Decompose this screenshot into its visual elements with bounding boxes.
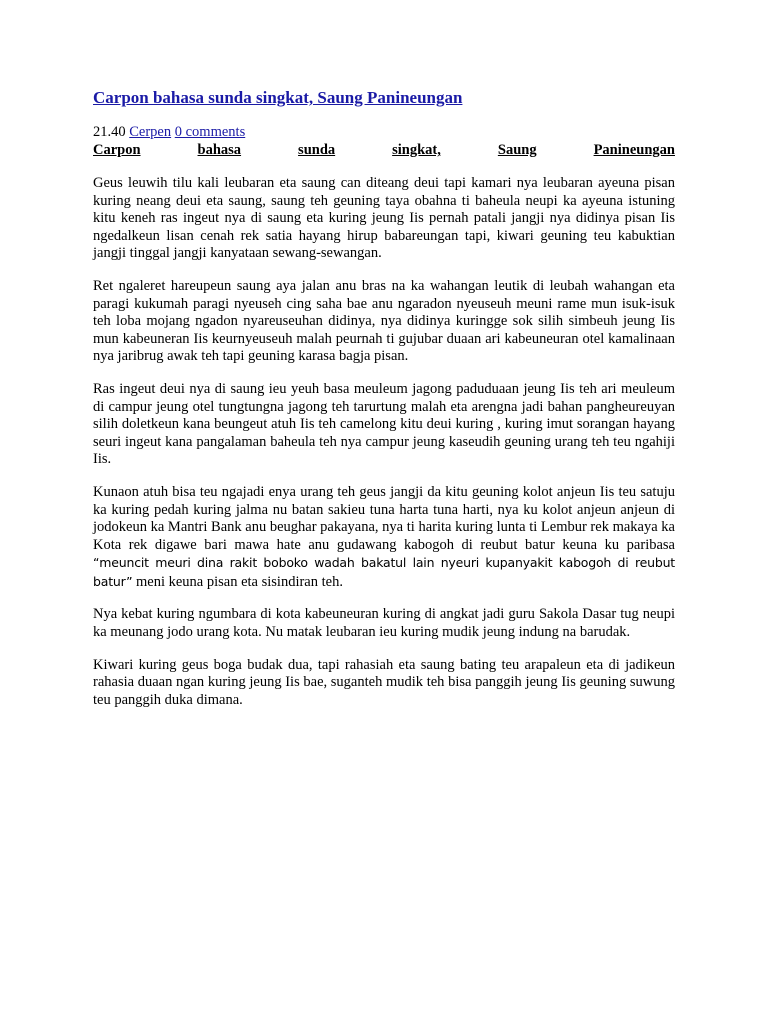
- post-title-link[interactable]: Carpon bahasa sunda singkat, Saung Panineungan: [93, 88, 463, 107]
- paragraph-4-text: Kunaon atuh bisa teu ngajadi enya urang teh geus jangji da kitu geuning kolot anjeun Iis teu satuju ka kuring pedah kuring jalma nu batan sakieu tuna harta tuna harti, nya ku kolot anjeun anjeun di jodokeun ka Mantri Bank anu beughar pakayana, nya ti harita kuring lunta ti Lembur rek makaya ka Kota rek digawe bari mawa hate anu gudawang kabogoh di reubut batur keuna ku paribasa: [93, 483, 675, 553]
- paragraph-4-tail: meni keuna pisan eta sisindiran teh.: [132, 573, 343, 590]
- paragraph-4: [93, 484, 675, 592]
- post-meta: [93, 123, 675, 141]
- subtitle-word: singkat,: [392, 142, 441, 158]
- subtitle-word: Saung: [497, 142, 537, 158]
- post-title: [93, 86, 675, 110]
- subtitle-word: Carpon: [93, 142, 141, 158]
- subtitle-word: bahasa: [197, 142, 242, 158]
- comments-link[interactable]: 0 comments: [174, 124, 246, 140]
- subtitle-word: Panineungan: [593, 142, 675, 158]
- category-link[interactable]: Cerpen: [129, 124, 172, 140]
- paragraph-3: Ras ingeut deui nya di saung ieu yeuh basa meuleum jagong paduduaan jeung Iis teh ari meuleum di campur jeung otel tungtungna jagong teh tarurtung malah eta arengna jadi bahan pangheureuyan silih doletkeun kana beungeut atuh Iis teh camelong kitu deui kuring , kuring imut sorangan hayang seuri ingeut kana pangalaman baheula teh nya campur jeung kaseudih geuning urang teh teu ngahiji Iis.: [93, 380, 675, 468]
- paragraph-2: Ret ngaleret hareupeun saung aya jalan anu bras na ka wahangan leutik di leubah wahangan eta paragi kukumah paragi nyeuseh cing saha bae anu ngaradon nyeuseuh meuni rame mun isuk-isuk teh loba mojang ngadon nyareuseuhan didinya, nya didinya kuringge sok silih simbeuh jeung Iis mun kabeuneran Iis keurnyeuseuh malah peurnah ti gujubar duaan ari kabeuneuran otel kamalinaan nya jaribrug awak teh tapi geuning karasa bagja pisan.: [93, 277, 675, 365]
- post-time: 21.40: [93, 124, 126, 140]
- post-subtitle: [93, 141, 675, 159]
- paribasa-quote: “meuncit meuri dina rakit boboko wadah bakatul lain nyeuri kupanyakit kabogoh di reubut batur”: [93, 555, 675, 589]
- subtitle-word: sunda: [298, 142, 336, 158]
- paragraph-5: Nya kebat kuring ngumbara di kota kabeuneuran kuring di angkat jadi guru Sakola Dasar tug neupi ka meunang jodo urang kota. Nu matak leubaran ieu kuring mudik jeung indung na barudak.: [93, 606, 675, 641]
- paragraph-6: Kiwari kuring geus boga budak dua, tapi rahasiah eta saung bating teu arapaleun eta di jadikeun rahasia duaan ngan kuring jeung Iis bae, suganteh mudik teh bisa panggih jeung Iis geuning suwung teu panggih duka dimana.: [93, 656, 675, 708]
- paragraph-1: Geus leuwih tilu kali leubaran eta saung can diteang deui tapi kamari nya leubaran ayeuna pisan kuring neang deui eta saung, saung teh geuning taya obahna ti baheula neupi ka ayeuna istuning kitu keneh ras ingeut nya di saung eta kuring jeung Iis pernah patali jangji nya didinya pisan Iis ngedalkeun lisan cenah rek satia hayang hirup babareungan tapi, kiwari geuning teu kabuktian jangji tinggal jangji kanyataan sewang-sewangan.: [93, 175, 675, 262]
- document-page: [93, 86, 675, 709]
